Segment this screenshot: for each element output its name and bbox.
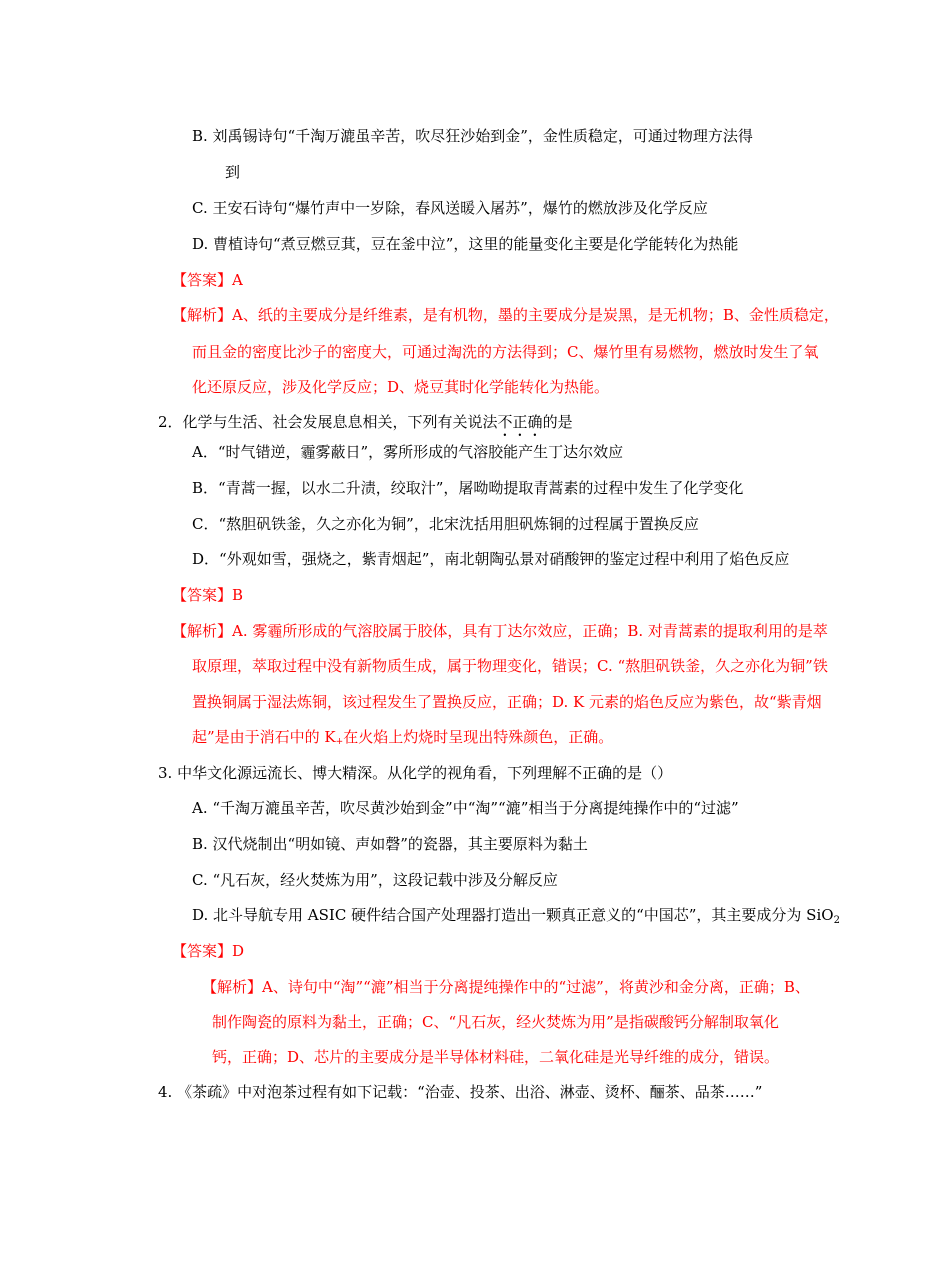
q3-option-c: C. “凡石灰，经火焚炼为用”，这段记载中涉及分解反应 bbox=[192, 871, 558, 889]
q1-option-b-line2: 到 bbox=[225, 163, 241, 181]
q3-explanation-line1: 【解析】A、诗句中“淘”“漉”相当于分离提纯操作中的“过滤”，将黄沙和金分离，正确；B、 bbox=[202, 978, 810, 996]
q3-explanation-line3: 钙，正确；D、芯片的主要成分是半导体材料硅，二氧化硅是光导纤维的成分，错误。 bbox=[212, 1048, 780, 1066]
q2-option-c: C．“熬胆矾铁釜，久之亦化为铜”，北宋沈括用胆矾炼铜的过程属于置换反应 bbox=[192, 515, 699, 533]
q1-explanation-line2: 而且金的密度比沙子的密度大，可通过淘洗的方法得到；C、爆竹里有易燃物，燃放时发生了氧 bbox=[192, 343, 819, 361]
q2-option-d: D．“外观如雪，强烧之，紫青烟起”，南北朝陶弘景对硝酸钾的鉴定过程中利用了焰色反应 bbox=[192, 550, 790, 568]
q3-explanation-line2: 制作陶瓷的原料为黏土，正确；C、“凡石灰，经火焚炼为用”是指碳酸钙分解制取氧化 bbox=[212, 1013, 779, 1031]
q3-answer: 【答案】D bbox=[172, 942, 245, 960]
q1-explanation-line1: 【解析】A、纸的主要成分是纤维素，是有机物，墨的主要成分是炭黑，是无机物；B、金性质稳定， bbox=[172, 306, 839, 324]
q2-option-a: A．“时气错逆，霾雾蔽日”，雾所形成的气溶胶能产生丁达尔效应 bbox=[192, 443, 624, 461]
q2-explanation-line2: 取原理，萃取过程中没有新物质生成，属于物理变化，错误；C. “熬胆矾铁釜，久之亦化为铜”铁 bbox=[192, 657, 828, 675]
q2-explanation-line1: 【解析】A. 雾霾所形成的气溶胶属于胶体，具有丁达尔效应，正确；B. 对青蒿素的提取利用的是萃 bbox=[172, 622, 828, 640]
q2-stem-emphasis: 不正确 bbox=[497, 413, 543, 431]
q3-option-b: B. 汉代烧制出“明如镜、声如磬”的瓷器，其主要原料为黏土 bbox=[192, 835, 588, 853]
q3-option-d-subscript: 2 bbox=[833, 915, 840, 926]
q3-option-d-text: D. 北斗导航专用 ASIC 硬件结合国产处理器打造出一颗真正意义的“中国芯”，其主要成分为 SiO bbox=[192, 906, 834, 924]
q1-explanation-line3: 化还原反应，涉及化学反应；D、烧豆萁时化学能转化为热能。 bbox=[192, 378, 610, 396]
q2-explanation-superscript: + bbox=[335, 737, 344, 747]
q3-stem: 3. 中华文化源远流长、博大精深。从化学的视角看，下列理解不正确的是（） bbox=[158, 764, 673, 782]
q2-stem-prefix: 2．化学与生活、社会发展息息相关，下列有关说法 bbox=[158, 413, 498, 431]
q3-option-d bbox=[192, 905, 840, 931]
q2-stem-suffix: 的是 bbox=[542, 413, 573, 431]
q2-stem bbox=[158, 412, 573, 440]
q3-option-a: A. “千淘万漉虽辛苦，吹尽黄沙始到金”中“淘”“漉”相当于分离提纯操作中的“过滤” bbox=[192, 799, 739, 817]
q2-explanation-line4-start: 起”是由于消石中的 K bbox=[192, 728, 336, 746]
q1-option-d: D. 曹植诗句“煮豆燃豆萁，豆在釜中泣”，这里的能量变化主要是化学能转化为热能 bbox=[192, 235, 739, 253]
q4-stem: 4. 《茶疏》中对泡茶过程有如下记载：“治壶、投茶、出浴、淋壶、烫杯、酾茶、品茶……” bbox=[158, 1083, 763, 1101]
q2-option-b: B．“青蒿一握，以水二升渍，绞取汁”，屠呦呦提取青蒿素的过程中发生了化学变化 bbox=[192, 479, 744, 497]
q2-explanation-line4 bbox=[192, 727, 613, 752]
q2-explanation-line4-end: 在火焰上灼烧时呈现出特殊颜色，正确。 bbox=[343, 728, 614, 746]
q2-answer: 【答案】B bbox=[172, 586, 244, 604]
q1-option-c: C. 王安石诗句“爆竹声中一岁除，春风送暖入屠苏”，爆竹的燃放涉及化学反应 bbox=[192, 199, 708, 217]
q1-option-b-line1: B. 刘禹锡诗句“千淘万漉虽辛苦，吹尽狂沙始到金”，金性质稳定，可通过物理方法得 bbox=[192, 127, 753, 145]
q2-explanation-line3: 置换铜属于湿法炼铜，该过程发生了置换反应，正确；D. K 元素的焰色反应为紫色，故“紫青烟 bbox=[192, 693, 822, 711]
q1-answer: 【答案】A bbox=[172, 271, 243, 289]
